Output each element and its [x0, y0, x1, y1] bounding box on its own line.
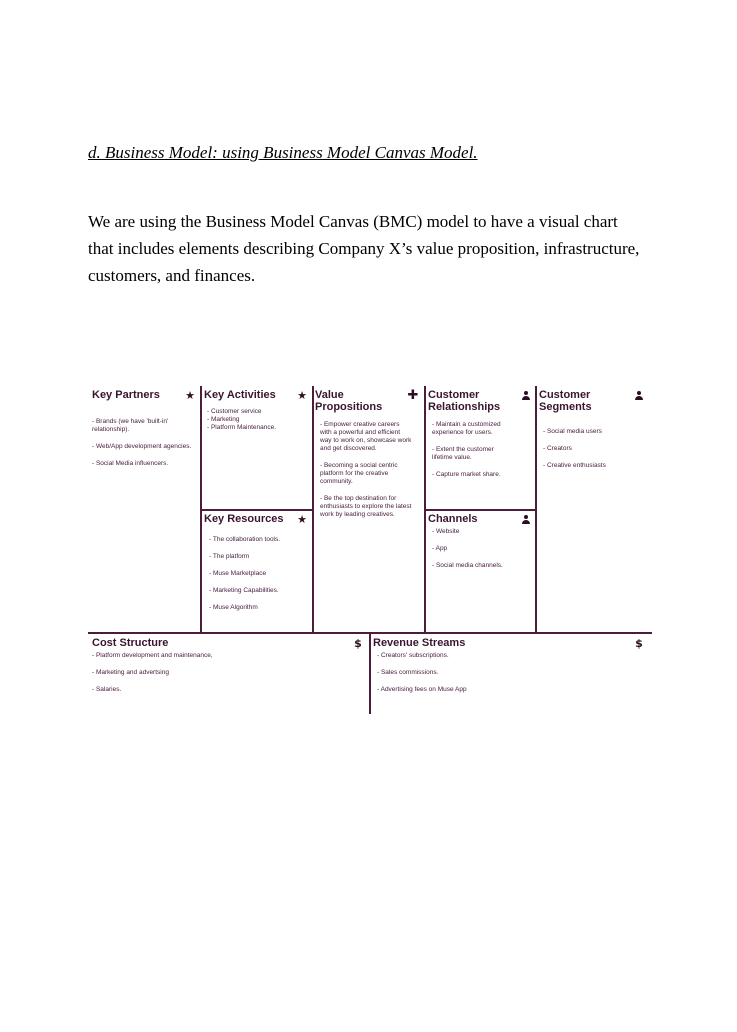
- list-item: - The collaboration tools.: [209, 536, 281, 543]
- revenue-streams-block: [373, 637, 645, 703]
- list-item: - Creators: [543, 445, 572, 452]
- intro-line: We are using the Business Model Canvas (BMC) model to have a visual chart: [88, 212, 618, 231]
- key-partners-block: [92, 389, 196, 477]
- block-title: Segments: [539, 401, 592, 413]
- list-item: - Advertising fees on Muse App: [377, 686, 467, 693]
- list-item: - Social media channels.: [432, 562, 503, 569]
- list-item: - Maintain a customized experience for users.: [432, 421, 501, 436]
- list-item: - Social Media influencers.: [92, 460, 169, 467]
- person-icon: [520, 390, 532, 402]
- list-item: - Brands (we have 'built-in' relationship).: [92, 418, 169, 433]
- section-heading: d. Business Model: using Business Model Canvas Model.: [88, 143, 478, 162]
- list-item: - Customer service: [207, 408, 262, 415]
- key-resources-block: [204, 513, 308, 621]
- list-item: - Extent the customer lifetime value.: [432, 446, 494, 461]
- block-title: Propositions: [315, 401, 383, 413]
- list-item: - Creators' subscriptions.: [377, 652, 449, 659]
- list-item: - Social media users: [543, 428, 602, 435]
- list-item: - Marketing Capabilities.: [209, 587, 279, 594]
- block-title: Customer: [428, 389, 480, 401]
- intro-line: customers, and finances.: [88, 266, 256, 285]
- star-icon: ★: [297, 388, 307, 402]
- dollar-icon: $: [635, 636, 643, 650]
- value-propositions-block: [315, 389, 419, 528]
- block-title: Channels: [428, 513, 478, 525]
- customer-relationships-block: [428, 389, 532, 488]
- cost-structure-block: [92, 637, 364, 703]
- list-item: - Marketing and advertsing: [92, 669, 169, 676]
- divider-line: [200, 509, 312, 511]
- block-title: Customer: [539, 389, 591, 401]
- list-item: - Creative enthusiasts: [543, 462, 606, 469]
- list-item: - Sales commissions.: [377, 669, 439, 676]
- list-item: - Empower creative careers with a powerful and efficient way to work on, showcase work and get discovered.: [320, 421, 412, 452]
- block-title: Cost Structure: [92, 637, 169, 649]
- list-item: - Web/App development agencies.: [92, 443, 192, 450]
- list-item: - Becoming a social centric platform for the creative community.: [320, 462, 398, 485]
- block-title: Key Resources: [204, 513, 284, 525]
- block-title: Relationships: [428, 401, 501, 413]
- list-item: - Marketing: [207, 416, 240, 423]
- block-title: Revenue Streams: [373, 637, 466, 649]
- list-item: - Capture market share.: [432, 471, 501, 478]
- block-title: Value: [315, 389, 344, 401]
- list-item: - Muse Algorithm: [209, 604, 258, 611]
- star-icon: ★: [185, 388, 195, 402]
- key-activities-block: [204, 389, 308, 432]
- list-item: - The platform: [209, 553, 250, 560]
- divider-line: [369, 632, 371, 714]
- list-item: - Website: [432, 528, 460, 535]
- list-item: - Platform Maintenance.: [207, 424, 277, 431]
- channels-block: [428, 513, 532, 579]
- intro-paragraph: [88, 208, 654, 289]
- block-title: Key Activities: [204, 389, 276, 401]
- dollar-icon: $: [354, 636, 362, 650]
- block-title: Key Partners: [92, 389, 160, 401]
- list-item: - Be the top destination for enthusiasts to explore the latest work by leading creatives.: [320, 495, 412, 518]
- divider-line: [424, 509, 535, 511]
- person-icon: [633, 390, 645, 402]
- list-item: - Platform development and maintenance,: [92, 652, 213, 659]
- plus-icon: ✚: [407, 387, 419, 403]
- divider-line: [312, 386, 314, 634]
- list-item: - Muse Marketplace: [209, 570, 267, 577]
- divider-line: [535, 386, 537, 634]
- list-item: - App: [432, 545, 448, 552]
- list-item: - Salaries.: [92, 686, 122, 693]
- person-icon: [520, 514, 532, 526]
- intro-line: that includes elements describing Company X’s value proposition, infrastructure,: [88, 239, 640, 258]
- customer-segments-block: [539, 389, 647, 479]
- star-icon: ★: [297, 512, 307, 526]
